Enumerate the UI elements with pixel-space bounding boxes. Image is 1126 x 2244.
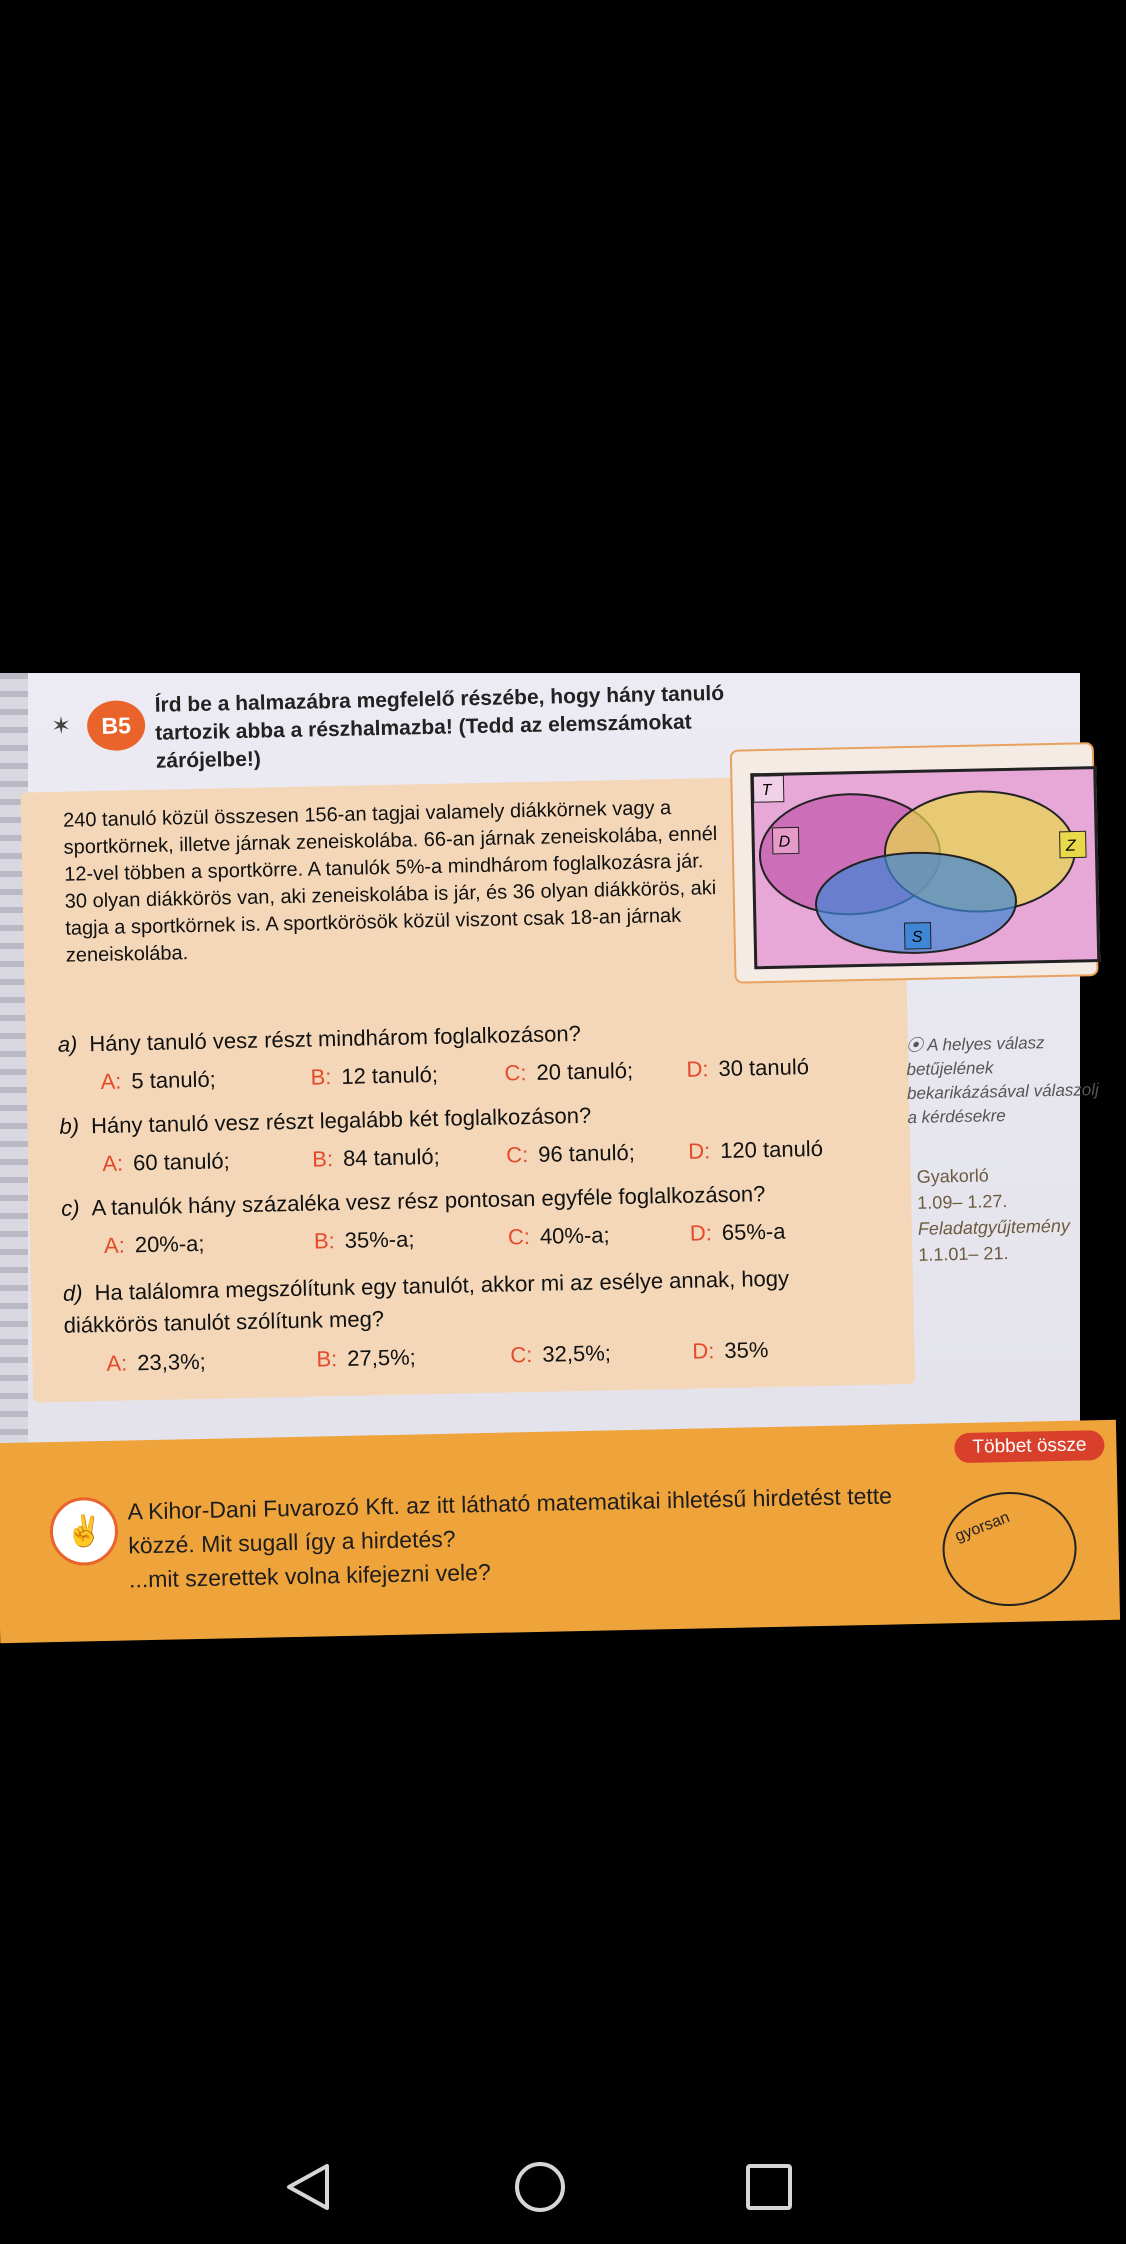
answer-c-c[interactable]: C: 40%-a; xyxy=(507,1222,610,1250)
side-instruction: ⦿ A helyes válasz betűjelének bekarikázásával válaszolj a kérdésekre xyxy=(905,1033,1099,1128)
answer-c-d[interactable]: D: 65%-a xyxy=(689,1218,786,1246)
answer-d-b[interactable]: B: 27,5%; xyxy=(316,1344,416,1372)
venn-label-s: S xyxy=(911,928,923,946)
question-label: a) xyxy=(57,1031,78,1057)
victory-hand-icon: ✌ xyxy=(49,1497,118,1566)
star-icon: ✶ xyxy=(50,712,72,740)
answer-d-a[interactable]: A: 23,3%; xyxy=(106,1348,207,1376)
question-b: b) Hány tanuló vesz részt legalább két foglalkozáson? xyxy=(59,1102,592,1139)
circle-target-icon: ⦿ xyxy=(905,1035,928,1056)
answer-a-b[interactable]: B: 12 tanuló; xyxy=(310,1061,439,1090)
question-text: Hány tanuló vesz részt mindhárom foglalkozáson? xyxy=(89,1020,582,1057)
recents-square-icon xyxy=(745,2163,793,2211)
exercise-story: 240 tanuló közül összesen 156-an tagjai valamely diákkörnek vagy a sportkörnek, illetve járnak zeneiskolába. 66-an járnak zeneiskolába, ennél 12-vel többen a sportkörre. A tanulók 5%-a mindhárom foglalkozásra jár. 30 olyan diákkörös van, aki zeneiskolába is jár, és 36 olyan diákkörös, aki tagja a sportkörnek is. A sportkörösök közül viszont csak 18-an járnak zeneiskolába. xyxy=(62,796,718,967)
question-d: d) Ha találomra megszólítunk egy tanulót, akkor mi az esélye annak, hogy diákkörös tanulót szólítunk meg? xyxy=(62,1265,790,1338)
venn-svg xyxy=(753,769,1097,966)
exercise-intro: Írd be a halmazábra megfelelő részébe, hogy hány tanuló tartozik abba a részhalmazba! (Tedd az elemszámokat zárójelbe!) xyxy=(154,681,725,773)
page-content xyxy=(0,650,1099,1593)
home-circle-icon xyxy=(513,2160,567,2214)
answer-d-c[interactable]: C: 32,5%; xyxy=(510,1340,612,1368)
question-c: c) A tanulók hány százaléka vesz rész pontosan egyféle foglalkozáson? xyxy=(60,1181,766,1221)
side-practice: Gyakorló 1.09– 1.27. Feladatgyűjtemény 1.1.01– 21. xyxy=(916,1165,1071,1265)
back-button[interactable] xyxy=(273,2152,343,2222)
next-exercise-text: A Kihor-Dani Fuvarozó Kft. az itt látható matematikai ihletésű hirdetést tette közzé. Mit sugall így a hirdetés? ...mit szerettek volna kifejezni vele? xyxy=(127,1482,893,1593)
navigation-bar xyxy=(0,2130,1080,2244)
gyorsan-bubble: gyorsan xyxy=(941,1491,1077,1608)
textbook-photo xyxy=(0,673,1099,1593)
back-triangle-icon xyxy=(283,2162,333,2212)
answer-a-c[interactable]: C: 20 tanuló; xyxy=(504,1057,634,1086)
venn-label-z: Z xyxy=(1065,837,1076,855)
answer-c-b[interactable]: B: 35%-a; xyxy=(313,1226,415,1254)
venn-diagram xyxy=(730,742,1099,984)
answer-a-a[interactable]: A: 5 tanuló; xyxy=(100,1066,217,1094)
exercise-badge: B5 xyxy=(87,700,146,751)
answer-d-d[interactable]: D: 35% xyxy=(692,1337,769,1364)
answer-b-c[interactable]: C: 96 tanuló; xyxy=(505,1139,636,1168)
venn-label-t: T xyxy=(761,781,772,800)
venn-universe xyxy=(750,766,1100,969)
answer-c-a[interactable]: A: 20%-a; xyxy=(103,1230,205,1258)
answer-b-b[interactable]: B: 84 tanuló; xyxy=(311,1143,440,1172)
tobbet-badge: Többet össze xyxy=(954,1430,1105,1463)
answer-a-d[interactable]: D: 30 tanuló xyxy=(686,1054,810,1082)
venn-label-d: D xyxy=(778,833,791,851)
answer-b-a[interactable]: A: 60 tanuló; xyxy=(102,1148,230,1176)
answer-b-d[interactable]: D: 120 tanuló xyxy=(687,1135,824,1164)
recents-button[interactable] xyxy=(734,2152,804,2222)
home-button[interactable] xyxy=(505,2152,575,2222)
